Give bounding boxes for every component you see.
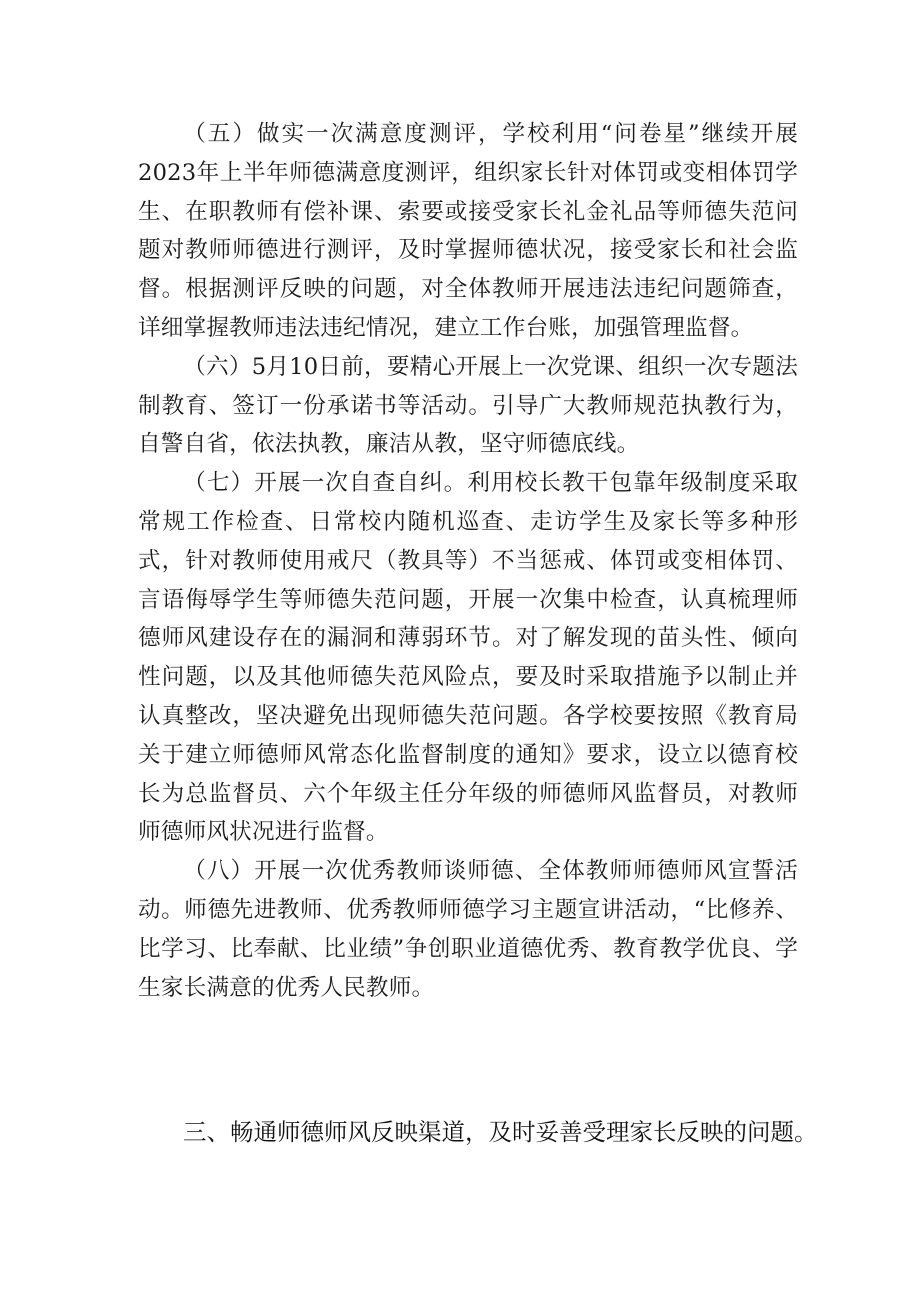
paragraph-item-6: （六）5月10日前，要精心开展上一次党课、组织一次专题法制教育、签订一份承诺书等活动。引导广大教师规范执教行为，自警自省，依法执教，廉洁从教，坚守师德底线。 (138, 353, 798, 458)
section-heading-3: 三、畅通师德师风反映渠道，及时妥善受理家长反映的问题。 (183, 1118, 818, 1146)
document-body (138, 115, 798, 1007)
paragraph-item-5: （五）做实一次满意度测评，学校利用“问卷星”继续开展2023年上半年师德满意度测评，组织家长针对体罚或变相体罚学生、在职教师有偿补课、索要或接受家长礼金礼品等师德失范问题对教师师德进行测评，及时掌握师德状况，接受家长和社会监督。根据测评反映的问题，对全体教师开展违法违纪问题筛查，详细掌握教师违法违纪情况，建立工作台账，加强管理监督。 (138, 121, 798, 341)
paragraph-item-8: （八）开展一次优秀教师谈师德、全体教师师德师风宣誓活动。师德先进教师、优秀教师师德学习主题宣讲活动，“比修养、比学习、比奉献、比业绩”争创职业道德优秀、教育教学优良、学生家长满意的优秀人民教师。 (138, 858, 798, 1001)
paragraph-item-7: （七）开展一次自查自纠。利用校长教干包靠年级制度采取常规工作检查、日常校内随机巡查、走访学生及家长等多种形式，针对教师使用戒尺（教具等）不当惩戒、体罚或变相体罚、言语侮辱学生等师德失范问题，开展一次集中检查，认真梳理师德师风建设存在的漏洞和薄弱环节。对了解发现的苗头性、倾向性问题，以及其他师德失范风险点，要及时采取措施予以制止并认真整改，坚决避免出现师德失范问题。各学校要按照《教育局关于建立师德师风常态化监督制度的通知》要求，设立以德育校长为总监督员、六个年级主任分年级的师德师风监督员，对教师师德师风状况进行监督。 (138, 470, 798, 846)
